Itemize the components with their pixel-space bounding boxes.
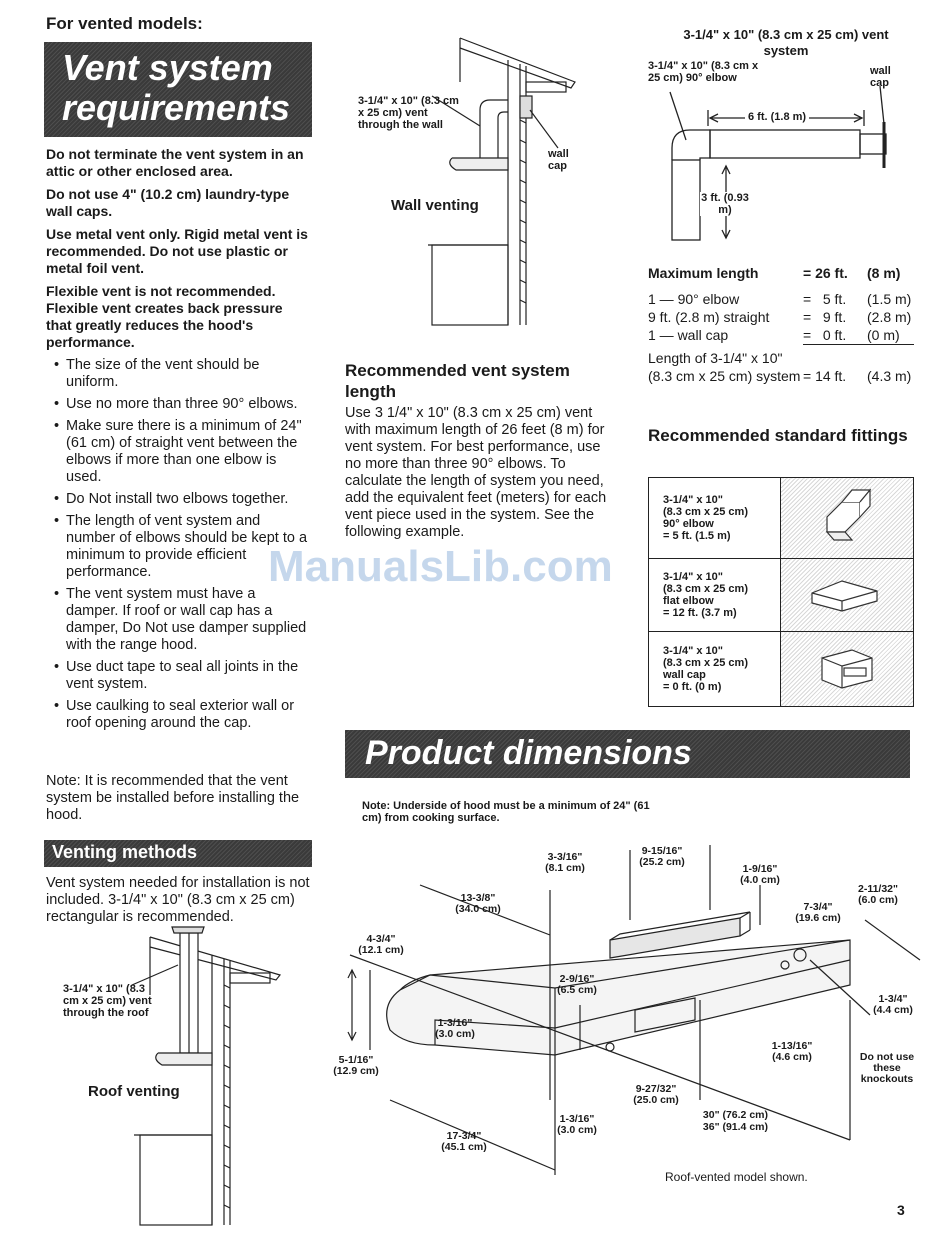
req-paragraph: Flexible vent is not recommended. Flexible vent creates back pressure that greatly reduces the hood's performance. — [46, 283, 283, 350]
horizontal-dimension: 6 ft. (1.8 m) — [745, 111, 809, 123]
dim-label: 30" (76.2 cm) — [702, 1109, 768, 1121]
list-item: • Use duct tape to seal all joints in the vent system. — [46, 659, 308, 693]
venting-methods-text: Vent system needed for installation is not included. 3-1/4" x 10" (8.3 cm x 25 cm) rectangular is recommended. — [46, 875, 310, 925]
dim-label: 4-3/4" (12.1 cm) — [358, 933, 404, 956]
max-length-m: (8 m) — [867, 265, 901, 281]
install-note: Note: It is recommended that the vent system be installed before installing the hood. — [46, 773, 300, 823]
hood-dimension-drawing — [330, 840, 930, 1180]
row-label: 1 — 90° elbow — [648, 291, 740, 307]
length-calculation — [648, 264, 914, 385]
total-label: Length of 3-1/4" x 10" (8.3 cm x 25 cm) system — [648, 350, 801, 384]
vertical-dimension: 3 ft. (0.93 m) — [701, 192, 749, 216]
wall-cap-label: wall cap — [548, 148, 569, 172]
table-row — [648, 326, 914, 345]
recommended-length-title: Recommended vent system length — [345, 361, 570, 401]
dim-label: 13-3/8" (34.0 cm) — [455, 892, 501, 915]
table-row — [649, 632, 914, 707]
roof-venting-diagram — [40, 925, 330, 1230]
dim-label: 5-1/16" (12.9 cm) — [333, 1054, 379, 1077]
wall-cap-fitting-image — [781, 632, 914, 707]
list-item: • Do Not install two elbows together. — [46, 491, 308, 508]
row-m: (0 m) — [867, 326, 914, 345]
wall-vent-label: 3-1/4" x 10" (8.3 cm x 25 cm) vent through the wall — [358, 95, 459, 131]
list-item: • The length of vent system and number of elbows should be kept to a minimum to provide efficient performance. — [46, 513, 308, 581]
total-m: (4.3 m) — [867, 368, 912, 384]
elbow-fitting-image — [781, 478, 914, 559]
max-length-row — [648, 264, 914, 282]
dim-label: 2-9/16" (6.5 cm) — [557, 973, 597, 996]
section-label: For vented models: — [46, 14, 203, 33]
list-item: • Make sure there is a minimum of 24" (61 cm) of straight vent between the elbows if more than one elbow is used. — [46, 418, 308, 486]
product-dimensions-banner — [345, 730, 910, 778]
table-row — [648, 308, 914, 326]
dim-label: 36" (91.4 cm) — [702, 1121, 768, 1133]
roof-vent-label: 3-1/4" x 10" (8.3 cm x 25 cm) vent through the roof — [63, 983, 152, 1019]
recommended-length-text: Use 3 1/4" x 10" (8.3 cm x 25 cm) vent with maximum length of 26 feet (8 m) for vent system. For best performance, use no more than three 90° elbows. To calculate the length of system you need, add the equivalent feet (meters) for each vent piece used in the system. See the following example. — [345, 405, 607, 540]
example-wall-cap-label: wall cap — [870, 65, 891, 89]
product-dimensions-title: Product dimensions — [365, 734, 692, 772]
list-item: • The size of the vent should be uniform. — [46, 357, 308, 391]
fitting-text: 3-1/4" x 10" (8.3 cm x 25 cm) 90° elbow = 5 ft. (1.5 m) — [649, 478, 781, 559]
venting-methods-title: Venting methods — [52, 842, 198, 862]
dim-label: 3-3/16" (8.1 cm) — [545, 851, 585, 874]
dim-label: 1-13/16" (4.6 cm) — [771, 1040, 813, 1063]
list-item: • The vent system must have a damper. If roof or wall cap has a damper, Do Not use damper supplied with the range hood. — [46, 586, 308, 654]
req-paragraph: Do not use 4" (10.2 cm) laundry-type wall caps. — [46, 186, 290, 219]
max-length-ft: = 26 ft. — [803, 265, 848, 281]
banner-title-line2: requirements — [62, 87, 291, 128]
banner-title-line1: Vent system — [62, 47, 273, 88]
row-ft: = 0 ft. — [803, 326, 867, 345]
row-ft: = 9 ft. — [803, 309, 847, 325]
req-paragraph: Use metal vent only. Rigid metal vent is recommended. Do not use plastic or metal foil vent. — [46, 226, 308, 276]
example-title: 3-1/4" x 10" (8.3 cm x 25 cm) vent system — [683, 27, 889, 58]
knockouts-label: Do not use these knockouts — [859, 1051, 915, 1085]
fittings-table — [648, 477, 914, 707]
row-m: (1.5 m) — [867, 291, 912, 307]
dim-label: 7-3/4" (19.6 cm) — [795, 901, 841, 924]
dim-label: 1-9/16" (4.0 cm) — [740, 863, 780, 886]
bold-requirements — [46, 146, 312, 357]
max-length-label: Maximum length — [648, 265, 759, 281]
elbow-label: 3-1/4" x 10" (8.3 cm x 25 cm) 90° elbow — [648, 60, 759, 84]
example-vent-diagram — [640, 70, 930, 250]
row-label: 1 — wall cap — [648, 327, 729, 343]
wall-venting-diagram — [340, 30, 600, 330]
wall-venting-caption: Wall venting — [391, 197, 479, 214]
dim-label: 1-3/4" (4.4 cm) — [873, 993, 913, 1016]
list-item: • Use no more than three 90° elbows. — [46, 396, 308, 413]
fitting-text: 3-1/4" x 10" (8.3 cm x 25 cm) wall cap = 0 ft. (0 m) — [649, 632, 781, 707]
table-row — [649, 478, 914, 559]
table-row — [649, 559, 914, 632]
page-number: 3 — [897, 1202, 905, 1218]
row-m: (2.8 m) — [867, 309, 912, 325]
vent-requirements-banner — [44, 42, 312, 137]
dim-label: 9-27/32" (25.0 cm) — [633, 1083, 679, 1106]
dim-label: 1-3/16" (3.0 cm) — [557, 1113, 597, 1136]
venting-methods-banner — [44, 840, 312, 867]
drawing-caption: Roof-vented model shown. — [665, 1170, 808, 1184]
list-item: • Use caulking to seal exterior wall or roof opening around the cap. — [46, 698, 308, 732]
dim-label: 9-15/16" (25.2 cm) — [639, 845, 685, 868]
total-ft: = 14 ft. — [803, 368, 847, 384]
req-paragraph: Do not terminate the vent system in an attic or other enclosed area. — [46, 146, 304, 179]
dim-label: 1-3/16" (3.0 cm) — [435, 1017, 475, 1040]
row-ft: = 5 ft. — [803, 291, 847, 307]
total-row — [648, 349, 914, 385]
flat-elbow-fitting-image — [781, 559, 914, 632]
row-label: 9 ft. (2.8 m) straight — [648, 309, 770, 325]
watermark: ManualsLib.com — [268, 542, 613, 591]
fittings-title: Recommended standard fittings — [648, 426, 908, 445]
fitting-text: 3-1/4" x 10" (8.3 cm x 25 cm) flat elbow = 12 ft. (3.7 m) — [649, 559, 781, 632]
dim-label: 17-3/4" (45.1 cm) — [441, 1130, 487, 1153]
roof-venting-caption: Roof venting — [88, 1083, 180, 1100]
dim-label: 2-11/32" (6.0 cm) — [857, 883, 898, 906]
table-row — [648, 290, 914, 308]
product-dimensions-note: Note: Underside of hood must be a minimum of 24" (61 cm) from cooking surface. — [362, 800, 650, 824]
